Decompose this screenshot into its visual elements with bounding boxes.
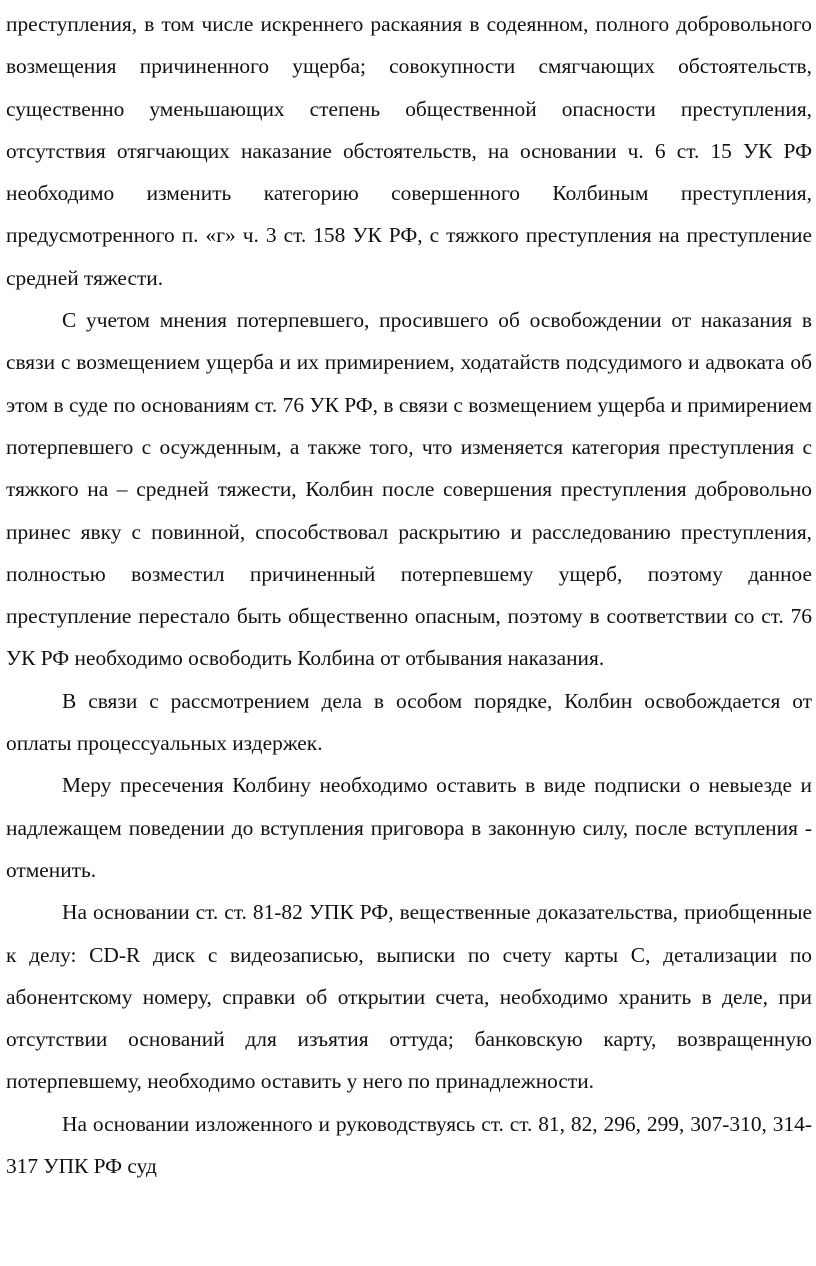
paragraph-preventive-measure: Меру пресечения Колбину необходимо оставить в виде подписки о невыезде и надлежащем поведении до вступления приговора в законную силу, после вступления - отменить.: [6, 773, 812, 882]
paragraph-physical-evidence: На основании ст. ст. 81-82 УПК РФ, вещественные доказательства, приобщенные к делу: CD-R диск с видеозаписью, выписки по счету карты С, детализации по абонентскому номеру, справки об открытии счета, необходимо хранить в деле, при отсутствии оснований для изъятия оттуда; банковскую карту, возвращенную потерпевшему, необходимо оставить у него по принадлежности.: [6, 900, 812, 1094]
paragraph-release-from-punishment: С учетом мнения потерпевшего, просившего об освобождении от наказания в связи с возмещением ущерба и их примирением, ходатайств подсудимого и адвоката об этом в суде по основаниям ст. 76 УК РФ, в связи с возмещением ущерба и примирением потерпевшего с осужденным, а также того, что изменяется категория преступления с тяжкого на – средней тяжести, Колбин после совершения преступления добровольно принес явку с повинной, способствовал раскрытию и расследованию преступления, полностью возместил причиненный потерпевшему ущерб, поэтому данное преступление перестало быть общественно опасным, поэтому в соответствии со ст. 76 УК РФ необходимо освободить Колбина от отбывания наказания.: [6, 308, 812, 671]
paragraph-procedural-costs: В связи с рассмотрением дела в особом порядке, Колбин освобождается от оплаты процессуальных издержек.: [6, 688, 812, 756]
paragraph-court-guided-by: На основании изложенного и руководствуясь ст. ст. 81, 82, 296, 299, 307-310, 314-317 УПК РФ суд: [6, 1111, 812, 1179]
paragraph-category-change: преступления, в том числе искреннего раскаяния в содеянном, полного добровольного возмещения причиненного ущерба; совокупности смягчающих обстоятельств, существенно уменьшающих степень общественной опасности преступления, отсутствия отягчающих наказание обстоятельств, на основании ч. 6 ст. 15 УК РФ необходимо изменить категорию совершенного Колбиным преступления, предусмотренного п. «г» ч. 3 ст. 158 УК РФ, с тяжкого преступления на преступление средней тяжести.: [6, 12, 812, 290]
